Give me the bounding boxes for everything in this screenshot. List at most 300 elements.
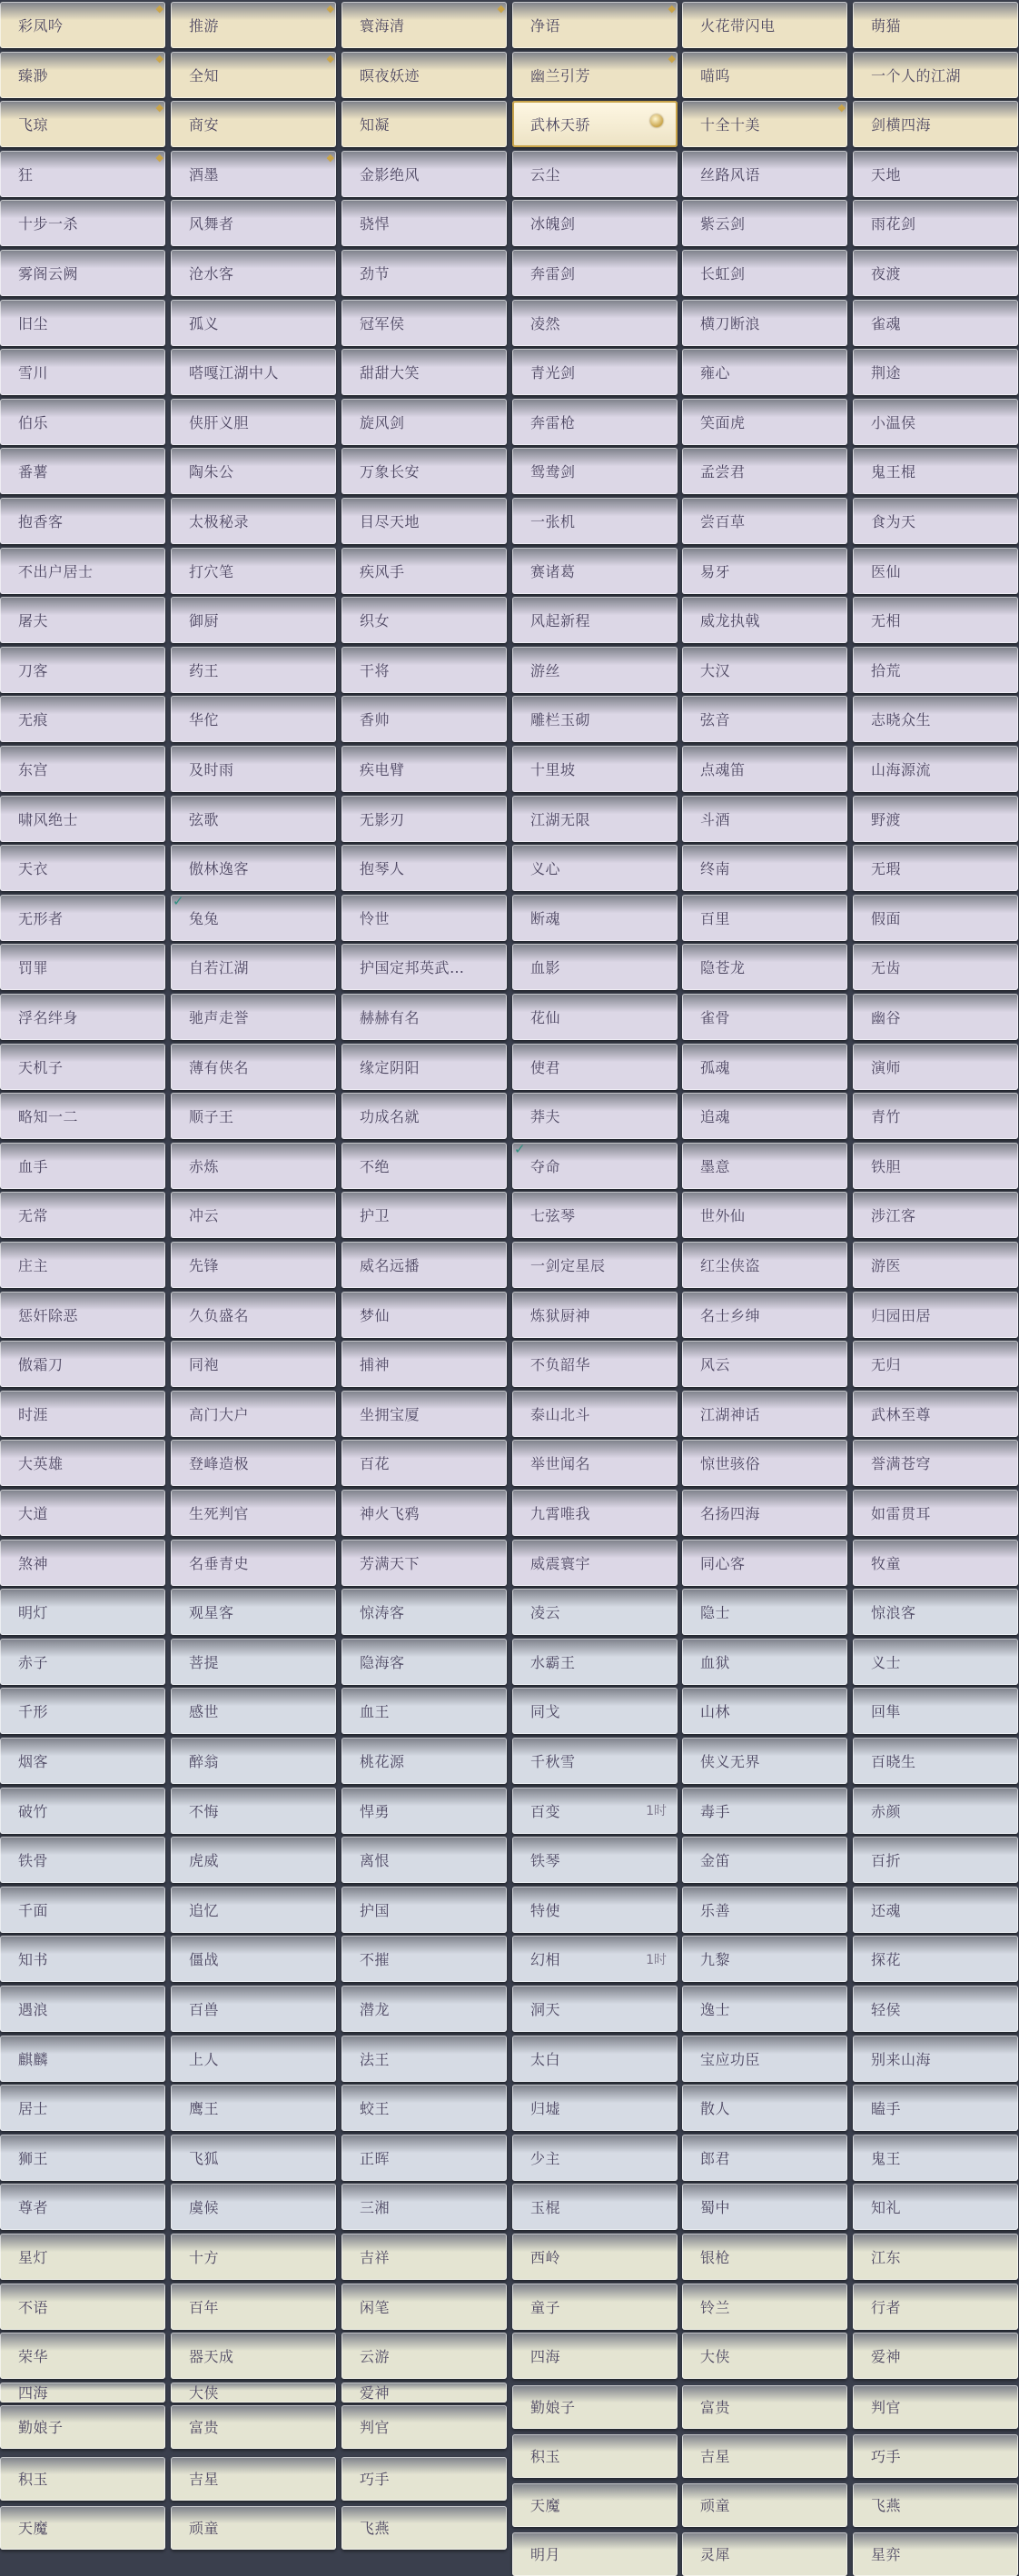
title-tile[interactable] bbox=[0, 1837, 165, 1883]
title-tile[interactable] bbox=[682, 1738, 847, 1784]
title-tile[interactable] bbox=[853, 895, 1018, 941]
title-tile[interactable] bbox=[171, 1391, 336, 1437]
title-tile[interactable] bbox=[0, 2405, 165, 2449]
title-tile[interactable] bbox=[682, 746, 847, 792]
title-tile[interactable] bbox=[171, 944, 336, 990]
title-tile[interactable] bbox=[512, 2532, 678, 2576]
title-tile[interactable] bbox=[0, 746, 165, 792]
title-tile[interactable] bbox=[171, 746, 336, 792]
title-tile[interactable] bbox=[171, 1688, 336, 1734]
title-tile[interactable] bbox=[682, 399, 847, 445]
title-tile[interactable] bbox=[341, 498, 507, 544]
title-tile[interactable] bbox=[682, 1688, 847, 1734]
title-tile[interactable] bbox=[682, 1044, 847, 1090]
title-tile[interactable] bbox=[853, 1490, 1018, 1536]
title-tile[interactable] bbox=[341, 1341, 507, 1387]
title-tile[interactable] bbox=[0, 1738, 165, 1784]
title-tile[interactable] bbox=[682, 52, 847, 98]
title-tile[interactable] bbox=[853, 845, 1018, 891]
title-tile[interactable] bbox=[853, 1589, 1018, 1635]
title-tile[interactable] bbox=[682, 1490, 847, 1536]
title-tile[interactable] bbox=[853, 944, 1018, 990]
title-tile[interactable] bbox=[341, 2333, 507, 2379]
title-tile[interactable] bbox=[853, 2234, 1018, 2280]
title-tile[interactable] bbox=[853, 448, 1018, 494]
title-tile[interactable] bbox=[512, 1044, 678, 1090]
title-tile[interactable] bbox=[171, 2184, 336, 2230]
title-tile[interactable] bbox=[341, 1292, 507, 1338]
title-tile[interactable] bbox=[171, 2333, 336, 2379]
title-tile[interactable] bbox=[682, 1292, 847, 1338]
title-tile[interactable] bbox=[853, 1093, 1018, 1139]
title-tile[interactable] bbox=[512, 1192, 678, 1238]
title-tile[interactable] bbox=[0, 399, 165, 445]
title-tile[interactable] bbox=[341, 2506, 507, 2550]
title-tile[interactable] bbox=[682, 2085, 847, 2131]
title-tile[interactable] bbox=[853, 2135, 1018, 2181]
title-tile[interactable] bbox=[341, 1440, 507, 1486]
title-tile[interactable] bbox=[0, 2506, 165, 2550]
title-tile[interactable] bbox=[853, 696, 1018, 742]
title-tile[interactable] bbox=[682, 448, 847, 494]
title-tile[interactable] bbox=[171, 696, 336, 742]
title-tile[interactable] bbox=[0, 944, 165, 990]
title-tile[interactable] bbox=[512, 2333, 678, 2379]
title-tile[interactable] bbox=[512, 1490, 678, 1536]
title-tile[interactable] bbox=[682, 2483, 847, 2527]
title-tile[interactable] bbox=[682, 895, 847, 941]
title-tile[interactable] bbox=[341, 746, 507, 792]
title-tile[interactable] bbox=[682, 1986, 847, 2032]
title-tile[interactable] bbox=[853, 1440, 1018, 1486]
title-tile[interactable] bbox=[853, 2483, 1018, 2527]
title-tile[interactable] bbox=[853, 1788, 1018, 1834]
title-tile[interactable] bbox=[0, 1391, 165, 1437]
title-tile[interactable] bbox=[682, 1887, 847, 1933]
title-tile[interactable] bbox=[171, 1986, 336, 2032]
title-tile[interactable] bbox=[682, 548, 847, 594]
title-tile[interactable] bbox=[0, 1192, 165, 1238]
title-tile[interactable] bbox=[853, 1639, 1018, 1685]
title-tile[interactable] bbox=[171, 200, 336, 246]
title-tile[interactable] bbox=[0, 1887, 165, 1933]
title-tile[interactable] bbox=[0, 647, 165, 693]
title-tile[interactable] bbox=[341, 2284, 507, 2330]
title-tile[interactable] bbox=[512, 845, 678, 891]
title-tile[interactable] bbox=[171, 151, 336, 197]
title-tile[interactable] bbox=[853, 151, 1018, 197]
title-tile[interactable] bbox=[512, 250, 678, 296]
title-tile[interactable] bbox=[0, 2184, 165, 2230]
title-tile[interactable] bbox=[0, 2383, 165, 2403]
title-tile[interactable] bbox=[0, 300, 165, 346]
title-tile[interactable] bbox=[341, 2036, 507, 2082]
title-tile[interactable] bbox=[0, 1242, 165, 1288]
title-tile[interactable] bbox=[512, 399, 678, 445]
title-tile[interactable] bbox=[341, 696, 507, 742]
title-tile[interactable] bbox=[171, 250, 336, 296]
title-tile[interactable] bbox=[171, 1440, 336, 1486]
title-tile[interactable] bbox=[682, 696, 847, 742]
title-tile[interactable] bbox=[341, 1242, 507, 1288]
title-tile[interactable] bbox=[171, 1093, 336, 1139]
title-tile[interactable] bbox=[512, 1936, 678, 1982]
title-tile[interactable] bbox=[0, 1788, 165, 1834]
title-tile[interactable] bbox=[853, 1143, 1018, 1189]
title-tile[interactable] bbox=[171, 1192, 336, 1238]
title-tile[interactable] bbox=[853, 1192, 1018, 1238]
title-tile[interactable] bbox=[171, 1242, 336, 1288]
title-tile[interactable] bbox=[171, 1143, 336, 1189]
title-tile[interactable] bbox=[0, 2, 165, 48]
title-tile[interactable] bbox=[853, 1887, 1018, 1933]
title-tile[interactable] bbox=[171, 1490, 336, 1536]
title-tile[interactable] bbox=[171, 2506, 336, 2550]
title-tile[interactable] bbox=[512, 895, 678, 941]
title-tile[interactable] bbox=[341, 448, 507, 494]
title-tile[interactable] bbox=[0, 1440, 165, 1486]
title-tile[interactable] bbox=[171, 1044, 336, 1090]
title-tile[interactable] bbox=[512, 448, 678, 494]
title-tile[interactable] bbox=[341, 2457, 507, 2501]
title-tile[interactable] bbox=[512, 1341, 678, 1387]
title-tile[interactable] bbox=[682, 647, 847, 693]
title-tile[interactable] bbox=[0, 101, 165, 147]
title-tile[interactable] bbox=[853, 52, 1018, 98]
title-tile[interactable] bbox=[682, 2234, 847, 2280]
title-tile[interactable] bbox=[341, 2, 507, 48]
title-tile[interactable] bbox=[0, 696, 165, 742]
title-tile[interactable] bbox=[341, 200, 507, 246]
title-tile[interactable] bbox=[341, 151, 507, 197]
title-tile[interactable] bbox=[512, 1788, 678, 1834]
title-tile[interactable] bbox=[341, 2135, 507, 2181]
title-tile[interactable] bbox=[341, 597, 507, 643]
title-tile[interactable] bbox=[853, 1292, 1018, 1338]
title-tile[interactable] bbox=[682, 1837, 847, 1883]
title-tile[interactable] bbox=[341, 1093, 507, 1139]
title-tile[interactable] bbox=[682, 2135, 847, 2181]
title-tile[interactable] bbox=[0, 1292, 165, 1338]
title-tile[interactable] bbox=[341, 796, 507, 842]
title-tile[interactable] bbox=[0, 52, 165, 98]
title-tile[interactable] bbox=[341, 1738, 507, 1784]
title-tile[interactable] bbox=[682, 1936, 847, 1982]
title-tile[interactable] bbox=[341, 1540, 507, 1586]
title-tile[interactable] bbox=[853, 2434, 1018, 2478]
title-tile[interactable] bbox=[171, 448, 336, 494]
title-tile[interactable] bbox=[682, 349, 847, 395]
title-tile[interactable] bbox=[341, 1192, 507, 1238]
title-tile[interactable] bbox=[682, 1341, 847, 1387]
title-tile[interactable] bbox=[171, 2383, 336, 2403]
title-tile[interactable] bbox=[341, 845, 507, 891]
title-tile[interactable] bbox=[512, 1986, 678, 2032]
title-tile[interactable] bbox=[512, 101, 678, 147]
title-tile[interactable] bbox=[171, 845, 336, 891]
title-tile[interactable] bbox=[682, 944, 847, 990]
title-tile[interactable] bbox=[512, 796, 678, 842]
title-tile[interactable] bbox=[171, 647, 336, 693]
title-tile[interactable] bbox=[171, 2284, 336, 2330]
title-tile[interactable] bbox=[853, 349, 1018, 395]
title-tile[interactable] bbox=[682, 1391, 847, 1437]
title-tile[interactable] bbox=[0, 2234, 165, 2280]
title-tile[interactable] bbox=[171, 1788, 336, 1834]
title-tile[interactable] bbox=[0, 2284, 165, 2330]
title-tile[interactable] bbox=[341, 1887, 507, 1933]
title-tile[interactable] bbox=[853, 101, 1018, 147]
title-tile[interactable] bbox=[682, 796, 847, 842]
title-tile[interactable] bbox=[341, 1589, 507, 1635]
title-tile[interactable] bbox=[0, 448, 165, 494]
title-tile[interactable] bbox=[171, 498, 336, 544]
title-tile[interactable] bbox=[341, 1837, 507, 1883]
title-tile[interactable] bbox=[682, 200, 847, 246]
title-tile[interactable] bbox=[853, 1242, 1018, 1288]
title-tile[interactable] bbox=[171, 597, 336, 643]
title-tile[interactable] bbox=[0, 349, 165, 395]
title-tile[interactable] bbox=[512, 1688, 678, 1734]
title-tile[interactable] bbox=[682, 2036, 847, 2082]
title-tile[interactable] bbox=[682, 597, 847, 643]
title-tile[interactable] bbox=[0, 200, 165, 246]
title-tile[interactable] bbox=[341, 1490, 507, 1536]
title-tile[interactable] bbox=[341, 647, 507, 693]
title-tile[interactable] bbox=[512, 746, 678, 792]
title-tile[interactable] bbox=[171, 548, 336, 594]
title-tile[interactable] bbox=[853, 597, 1018, 643]
title-tile[interactable] bbox=[171, 2085, 336, 2131]
title-tile[interactable] bbox=[853, 399, 1018, 445]
title-tile[interactable] bbox=[512, 1391, 678, 1437]
title-tile[interactable] bbox=[512, 597, 678, 643]
title-tile[interactable] bbox=[853, 2085, 1018, 2131]
title-tile[interactable] bbox=[853, 1341, 1018, 1387]
title-tile[interactable] bbox=[0, 1093, 165, 1139]
title-tile[interactable] bbox=[682, 300, 847, 346]
title-tile[interactable] bbox=[0, 895, 165, 941]
title-tile[interactable] bbox=[341, 1688, 507, 1734]
title-tile[interactable] bbox=[171, 2405, 336, 2449]
title-tile[interactable] bbox=[0, 845, 165, 891]
title-tile[interactable] bbox=[512, 1242, 678, 1288]
title-tile[interactable] bbox=[512, 1540, 678, 1586]
title-tile[interactable] bbox=[512, 349, 678, 395]
title-tile[interactable] bbox=[0, 1986, 165, 2032]
title-tile[interactable] bbox=[171, 300, 336, 346]
title-tile[interactable] bbox=[341, 2383, 507, 2403]
title-tile[interactable] bbox=[512, 2284, 678, 2330]
title-tile[interactable] bbox=[0, 151, 165, 197]
title-tile[interactable] bbox=[171, 1837, 336, 1883]
title-tile[interactable] bbox=[341, 1143, 507, 1189]
title-tile[interactable] bbox=[341, 1788, 507, 1834]
title-tile[interactable] bbox=[682, 1440, 847, 1486]
title-tile[interactable] bbox=[512, 696, 678, 742]
title-tile[interactable] bbox=[0, 250, 165, 296]
title-tile[interactable] bbox=[853, 2036, 1018, 2082]
title-tile[interactable] bbox=[171, 1639, 336, 1685]
title-tile[interactable] bbox=[512, 2385, 678, 2429]
title-tile[interactable] bbox=[512, 1292, 678, 1338]
title-tile[interactable] bbox=[171, 101, 336, 147]
title-tile[interactable] bbox=[512, 200, 678, 246]
title-tile[interactable] bbox=[682, 1788, 847, 1834]
title-tile[interactable] bbox=[0, 2457, 165, 2501]
title-tile[interactable] bbox=[512, 151, 678, 197]
title-tile[interactable] bbox=[171, 1540, 336, 1586]
title-tile[interactable] bbox=[682, 1639, 847, 1685]
title-tile[interactable] bbox=[853, 2, 1018, 48]
title-tile[interactable] bbox=[341, 300, 507, 346]
title-tile[interactable] bbox=[853, 2333, 1018, 2379]
title-tile[interactable] bbox=[512, 1440, 678, 1486]
title-tile[interactable] bbox=[0, 1490, 165, 1536]
title-tile[interactable] bbox=[341, 1391, 507, 1437]
title-tile[interactable] bbox=[853, 647, 1018, 693]
title-tile[interactable] bbox=[341, 1986, 507, 2032]
title-tile[interactable] bbox=[171, 796, 336, 842]
title-tile[interactable] bbox=[853, 1936, 1018, 1982]
title-tile[interactable] bbox=[853, 1391, 1018, 1437]
title-tile[interactable] bbox=[682, 2284, 847, 2330]
title-tile[interactable] bbox=[171, 1341, 336, 1387]
title-tile[interactable] bbox=[853, 1837, 1018, 1883]
title-tile[interactable] bbox=[171, 1887, 336, 1933]
title-tile[interactable] bbox=[341, 944, 507, 990]
title-tile[interactable] bbox=[171, 2036, 336, 2082]
title-tile[interactable] bbox=[171, 399, 336, 445]
title-tile[interactable] bbox=[0, 597, 165, 643]
title-tile[interactable] bbox=[853, 2184, 1018, 2230]
title-tile[interactable] bbox=[512, 1589, 678, 1635]
title-tile[interactable] bbox=[682, 2434, 847, 2478]
title-tile[interactable] bbox=[512, 2234, 678, 2280]
title-tile[interactable] bbox=[0, 1589, 165, 1635]
title-tile[interactable] bbox=[341, 52, 507, 98]
title-tile[interactable] bbox=[853, 1738, 1018, 1784]
title-tile[interactable] bbox=[682, 1192, 847, 1238]
title-tile[interactable] bbox=[0, 994, 165, 1040]
title-tile[interactable] bbox=[682, 498, 847, 544]
title-tile[interactable] bbox=[0, 1341, 165, 1387]
title-tile[interactable] bbox=[512, 2135, 678, 2181]
title-tile[interactable] bbox=[853, 1044, 1018, 1090]
title-tile[interactable] bbox=[341, 399, 507, 445]
title-tile[interactable] bbox=[0, 2085, 165, 2131]
title-tile[interactable] bbox=[512, 647, 678, 693]
title-tile[interactable] bbox=[512, 944, 678, 990]
title-tile[interactable] bbox=[853, 498, 1018, 544]
title-tile[interactable] bbox=[0, 1540, 165, 1586]
title-tile[interactable] bbox=[0, 2135, 165, 2181]
title-tile[interactable] bbox=[682, 2184, 847, 2230]
title-tile[interactable] bbox=[341, 1044, 507, 1090]
title-tile[interactable] bbox=[512, 2085, 678, 2131]
title-tile[interactable] bbox=[512, 2036, 678, 2082]
title-tile[interactable] bbox=[853, 1540, 1018, 1586]
title-tile[interactable] bbox=[682, 2532, 847, 2576]
title-tile[interactable] bbox=[341, 250, 507, 296]
title-tile[interactable] bbox=[0, 796, 165, 842]
title-tile[interactable] bbox=[682, 2385, 847, 2429]
title-tile[interactable] bbox=[0, 1936, 165, 1982]
title-tile[interactable] bbox=[512, 300, 678, 346]
title-tile[interactable] bbox=[682, 2, 847, 48]
title-tile[interactable] bbox=[853, 796, 1018, 842]
title-tile[interactable] bbox=[853, 1986, 1018, 2032]
title-tile[interactable] bbox=[512, 498, 678, 544]
title-tile[interactable] bbox=[341, 1639, 507, 1685]
title-tile[interactable] bbox=[341, 2184, 507, 2230]
title-tile[interactable] bbox=[853, 2385, 1018, 2429]
title-tile[interactable] bbox=[171, 2457, 336, 2501]
title-tile[interactable] bbox=[682, 250, 847, 296]
title-tile[interactable] bbox=[171, 1738, 336, 1784]
title-tile[interactable] bbox=[171, 1936, 336, 1982]
title-tile[interactable] bbox=[341, 2405, 507, 2449]
title-tile[interactable] bbox=[512, 1738, 678, 1784]
title-tile[interactable] bbox=[341, 895, 507, 941]
title-tile[interactable] bbox=[0, 1688, 165, 1734]
title-tile[interactable] bbox=[0, 1044, 165, 1090]
title-tile[interactable] bbox=[171, 1589, 336, 1635]
title-tile[interactable] bbox=[512, 2, 678, 48]
title-tile[interactable] bbox=[682, 994, 847, 1040]
title-tile[interactable] bbox=[171, 349, 336, 395]
title-tile[interactable] bbox=[853, 200, 1018, 246]
title-tile[interactable] bbox=[853, 746, 1018, 792]
title-tile[interactable] bbox=[171, 1292, 336, 1338]
title-tile[interactable] bbox=[682, 1540, 847, 1586]
title-tile[interactable] bbox=[341, 994, 507, 1040]
title-tile[interactable] bbox=[512, 1837, 678, 1883]
title-tile[interactable] bbox=[853, 1688, 1018, 1734]
title-tile[interactable] bbox=[0, 1639, 165, 1685]
title-tile[interactable] bbox=[682, 2333, 847, 2379]
title-tile[interactable] bbox=[512, 2434, 678, 2478]
title-tile[interactable] bbox=[512, 2483, 678, 2527]
title-tile[interactable] bbox=[512, 1887, 678, 1933]
title-tile[interactable] bbox=[0, 2036, 165, 2082]
title-tile[interactable] bbox=[853, 2532, 1018, 2576]
title-tile[interactable] bbox=[341, 2234, 507, 2280]
title-tile[interactable] bbox=[341, 1936, 507, 1982]
title-tile[interactable] bbox=[171, 52, 336, 98]
title-tile[interactable] bbox=[341, 349, 507, 395]
title-tile[interactable] bbox=[853, 300, 1018, 346]
title-tile[interactable] bbox=[0, 548, 165, 594]
title-tile[interactable] bbox=[341, 548, 507, 594]
title-tile[interactable] bbox=[512, 1093, 678, 1139]
title-tile[interactable] bbox=[171, 994, 336, 1040]
title-tile[interactable] bbox=[853, 2284, 1018, 2330]
title-tile[interactable] bbox=[682, 845, 847, 891]
title-tile[interactable] bbox=[512, 1140, 678, 1189]
title-tile[interactable] bbox=[0, 2333, 165, 2379]
title-tile[interactable] bbox=[0, 1143, 165, 1189]
title-tile[interactable] bbox=[853, 994, 1018, 1040]
title-tile[interactable] bbox=[171, 2135, 336, 2181]
title-tile[interactable] bbox=[682, 1242, 847, 1288]
title-tile[interactable] bbox=[512, 2184, 678, 2230]
title-tile[interactable] bbox=[512, 994, 678, 1040]
title-tile[interactable] bbox=[682, 1093, 847, 1139]
title-tile[interactable] bbox=[682, 1143, 847, 1189]
title-tile[interactable] bbox=[341, 101, 507, 147]
title-tile[interactable] bbox=[512, 1639, 678, 1685]
